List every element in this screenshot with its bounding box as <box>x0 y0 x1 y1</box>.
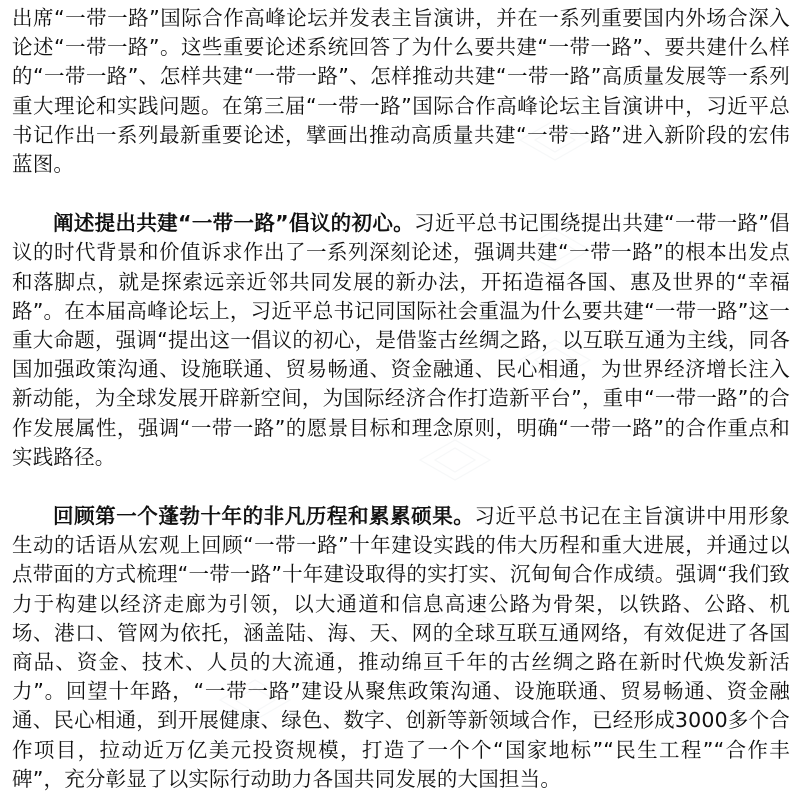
paragraph-original-aspiration <box>12 209 790 472</box>
paragraph-intro-body: 出席“一带一路”国际合作高峰论坛并发表主旨演讲，并在一系列重要国内外场合深入论述“一带一路”。这些重要论述系统回答了为什么要共建“一带一路”、要共建什么样的“一带一路”、怎样共建“一带一路”、怎样推动共建“一带一路”高质量发展等一系列重大理论和实践问题。在第三届“一带一路”国际合作高峰论坛主旨演讲中，习近平总书记作出一系列最新重要论述，擘画出推动高质量共建“一带一路”进入新阶段的宏伟蓝图。 <box>12 6 790 177</box>
paragraph-first-decade-review <box>12 502 790 794</box>
paragraph-intro <box>12 4 790 179</box>
paragraph-first-decade-review-lead: 回顾第一个蓬勃十年的非凡历程和累累硕果。 <box>53 504 475 529</box>
paragraph-original-aspiration-lead: 阐述提出共建“一带一路”倡议的初心。 <box>53 211 414 236</box>
paragraph-first-decade-review-body: 习近平总书记在主旨演讲中用形象生动的话语从宏观上回顾“一带一路”十年建设实践的伟大历程和重大进展，并通过以点带面的方式梳理“一带一路”十年建设取得的实打实、沉甸甸合作成绩。强调“我们致力于构建以经济走廊为引领，以大通道和信息高速公路为骨架，以铁路、公路、机场、港口、管网为依托，涵盖陆、海、天、网的全球互联互通网络，有效促进了各国商品、资金、技术、人员的大流通，推动绵亘千年的古丝绸之路在新时代焕发新活力”。回望十年路，“一带一路”建设从聚焦政策沟通、设施联通、贸易畅通、资金融通、民心相通，到开展健康、绿色、数字、创新等新领域合作，已经形成3000多个合作项目，拉动近万亿美元投资规模，打造了一个个“国家地标”“民生工程”“合作丰碑”，充分彰显了以实际行动助力各国共同发展的大国担当。 <box>12 504 791 791</box>
paragraph-original-aspiration-body: 习近平总书记围绕提出共建“一带一路”倡议的时代背景和价值诉求作出了一系列深刻论述，强调共建“一带一路”的根本出发点和落脚点，就是探索远亲近邻共同发展的新办法，开拓造福各国、惠及世界的“幸福路”。在本届高峰论坛上，习近平总书记同国际社会重温为什么要共建“一带一路”这一重大命题，强调“提出这一倡议的初心，是借鉴古丝绸之路，以互联互通为主线，同各国加强政策沟通、设施联通、贸易畅通、资金融通、民心相通，为世界经济增长注入新动能，为全球发展开辟新空间，为国际经济合作打造新平台”，重申“一带一路”的合作发展属性，强调“一带一路”的愿景目标和理念原则，明确“一带一路”的合作重点和实践路径。 <box>12 211 790 469</box>
